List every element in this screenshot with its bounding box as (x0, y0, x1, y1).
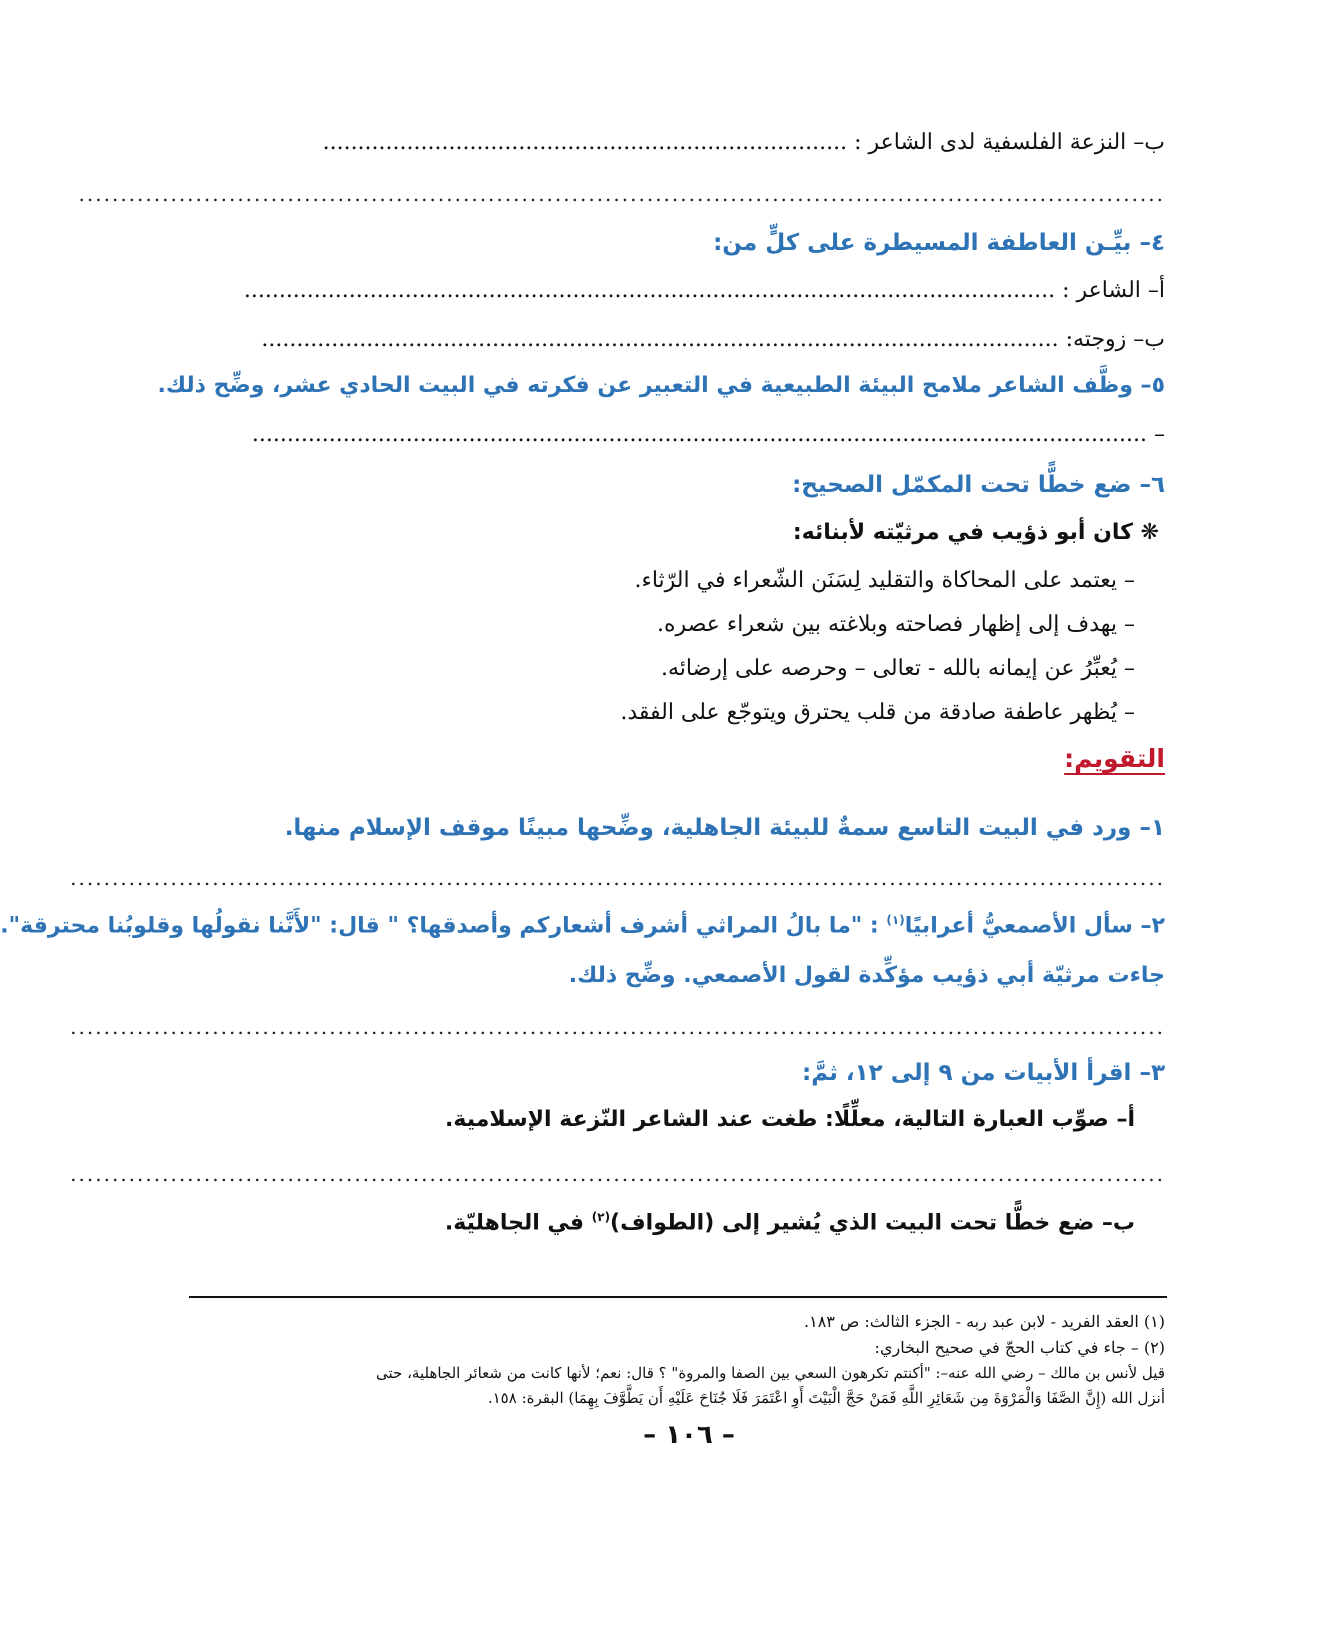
answer-dots[interactable]: .................................................................................................................... (243, 278, 1056, 303)
question-6-option[interactable]: – يهدف إلى إظهار فصاحته وبلاغته بين شعراء عصره. (657, 612, 1135, 637)
footnote-2-text-line-2: أنزل الله (إِنَّ الصَّفَا وَالْمَرْوَةَ مِن شَعَائِرِ اللَّهِ فَمَنْ حَجَّ الْبَيْتَ أَوِ اعْتَمَرَ فَلَا جُنَاحَ عَلَيْهِ أَن يَطَّوَّفَ بِهِمَا) البقرة: ١٥٨. (487, 1389, 1165, 1407)
evaluation-question-3-title: ٣– اقرأ الأبيات من ٩ إلى ١٢، ثمَّ: (802, 1060, 1165, 1086)
answer-dash: – (1154, 422, 1165, 447)
answer-dots[interactable]: .................................................................................................................. (261, 327, 1059, 352)
philosophy-prompt-label: ب– النزعة الفلسفية لدى الشاعر : (854, 130, 1165, 155)
footnote-1: (١) العقد الفريد - لابن عبد ربه - الجزء الثالث: ص ١٨٣. (804, 1312, 1165, 1331)
question-6-option[interactable]: – يُظهر عاطفة صادقة من قلب يحترق ويتوجّع على الفقد. (620, 700, 1135, 725)
question-6-option[interactable]: – يُعبِّرُ عن إيمانه بالله - تعالى – وحرصه على إرضائه. (660, 656, 1135, 681)
question-4-title: ٤– بيِّـن العاطفة المسيطرة على كلٍّ من: (713, 230, 1165, 256)
footnote-ref-1: (١) (886, 913, 905, 927)
question-6-title: ٦– ضع خطًّا تحت المكمّل الصحيح: (792, 472, 1165, 498)
question-4-a-line (191, 278, 1165, 303)
question-4-b-line (191, 327, 1165, 352)
answer-dots[interactable]: ................................................................................................................................... (70, 866, 1165, 890)
evaluation-heading: التقويم: (1064, 744, 1165, 773)
answer-dots[interactable]: .................................................................................................................................. (78, 182, 1165, 206)
question-6-stem: ❋ كان أبو ذؤيب في مرثيّته لأبنائه: (792, 520, 1159, 545)
question-2-text-b: : "ما بالُ المراثي أشرف أشعاركم وأصدقها؟ " قال: "لأَنَّنا نقولُها وقلوبُنا محترقة". (0, 913, 887, 939)
question-2-text-a: ٢– سأل الأصمعيُّ أعرابيًا (904, 913, 1165, 939)
evaluation-question-2-line-1 (0, 913, 1165, 939)
question-3-b-text-b: في الجاهليّة. (444, 1210, 592, 1236)
question-5-answer-line (191, 422, 1165, 447)
page-number: – ١٠٦ – (643, 1420, 735, 1450)
answer-dots[interactable]: ................................................................................................................................... (70, 1015, 1165, 1039)
answer-dots[interactable]: ................................................................................................................................... (70, 1162, 1165, 1186)
answer-dots[interactable]: ........................................................................... (322, 130, 848, 155)
question-6-option[interactable]: – يعتمد على المحاكاة والتقليد لِسَنَن الشّعراء في الرّثاء. (634, 568, 1135, 593)
question-3-b-text-a: ب– ضع خطًّا تحت البيت الذي يُشير إلى (الطواف) (610, 1210, 1135, 1236)
philosophy-prompt-line (191, 130, 1165, 155)
evaluation-question-3-b (191, 1210, 1135, 1235)
question-4-b-label: ب– زوجته: (1065, 327, 1165, 352)
evaluation-question-3-a: أ– صوِّب العبارة التالية، معلِّلًا: طغت عند الشاعر النّزعة الإسلامية. (445, 1107, 1135, 1132)
question-5-title: ٥– وظَّف الشاعر ملامح البيئة الطبيعية في التعبير عن فكرته في البيت الحادي عشر، وضِّح ذلك. (157, 373, 1165, 398)
footnote-divider (189, 1296, 1167, 1298)
answer-dots[interactable]: ................................................................................................................................ (251, 422, 1147, 447)
footnote-2-text-line-1: قيل لأنس بن مالك – رضي الله عنه–: "أكنتم تكرهون السعي بين الصفا والمروة" ؟ قال: نعم؛ لأنها كانت من شعائر الجاهلية، حتى (376, 1364, 1165, 1382)
question-4-a-label: أ– الشاعر : (1062, 278, 1165, 303)
footnote-2: (٢) – جاء في كتاب الحجّ في صحيح البخاري: (874, 1338, 1165, 1357)
evaluation-question-2-line-2: جاءت مرثيّة أبي ذؤيب مؤكِّدة لقول الأصمعي. وضِّح ذلك. (568, 963, 1165, 988)
footnote-ref-2: (٢) (591, 1210, 611, 1224)
evaluation-question-1: ١– ورد في البيت التاسع سمةٌ للبيئة الجاهلية، وضِّحها مبينًا موقف الإسلام منها. (284, 815, 1165, 841)
